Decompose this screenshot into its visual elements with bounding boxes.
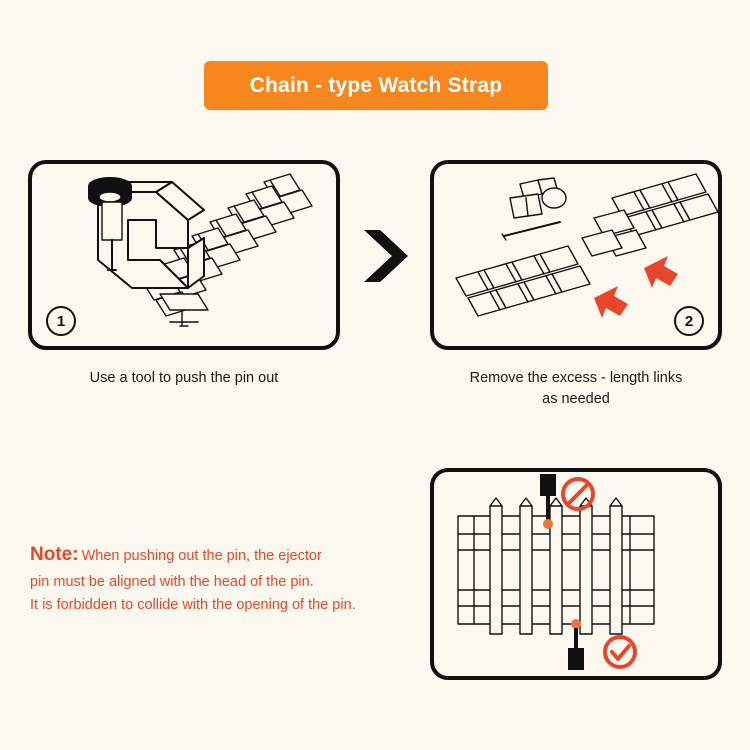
step-1-panel [28, 160, 340, 350]
note-text-2: pin must be aligned with the head of the pin. [30, 573, 314, 590]
page-title: Chain - type Watch Strap [249, 73, 503, 97]
red-arrow-upper [644, 256, 678, 288]
step-2-caption-line-1: Remove the excess - length links [469, 370, 683, 386]
note-block [30, 540, 410, 618]
check-circle-icon [605, 637, 635, 667]
step-2-caption [420, 368, 732, 410]
flow-arrow [358, 228, 412, 284]
chevron-right-arrow [358, 228, 412, 284]
note-text-3: It is forbidden to collide with the opening of the pin. [30, 597, 356, 614]
note-line-1 [30, 540, 410, 571]
note-label: Note: [30, 544, 79, 565]
step-1-caption: Use a tool to push the pin out [89, 370, 279, 386]
note-text-1: When pushing out the pin, the ejector [81, 548, 322, 564]
step-1-illustration [32, 164, 336, 346]
step-2-caption-line-2: as needed [542, 391, 610, 408]
page-title-banner [204, 61, 548, 110]
pin-alignment-detail-panel [430, 468, 722, 680]
red-arrow-lower [594, 286, 628, 318]
step-2-panel [430, 160, 722, 350]
prohibited-icon [563, 479, 593, 509]
step-1-badge: 1 [46, 306, 76, 336]
step-2-badge: 2 [674, 306, 704, 336]
pin-alignment-detail-illustration [434, 472, 718, 676]
